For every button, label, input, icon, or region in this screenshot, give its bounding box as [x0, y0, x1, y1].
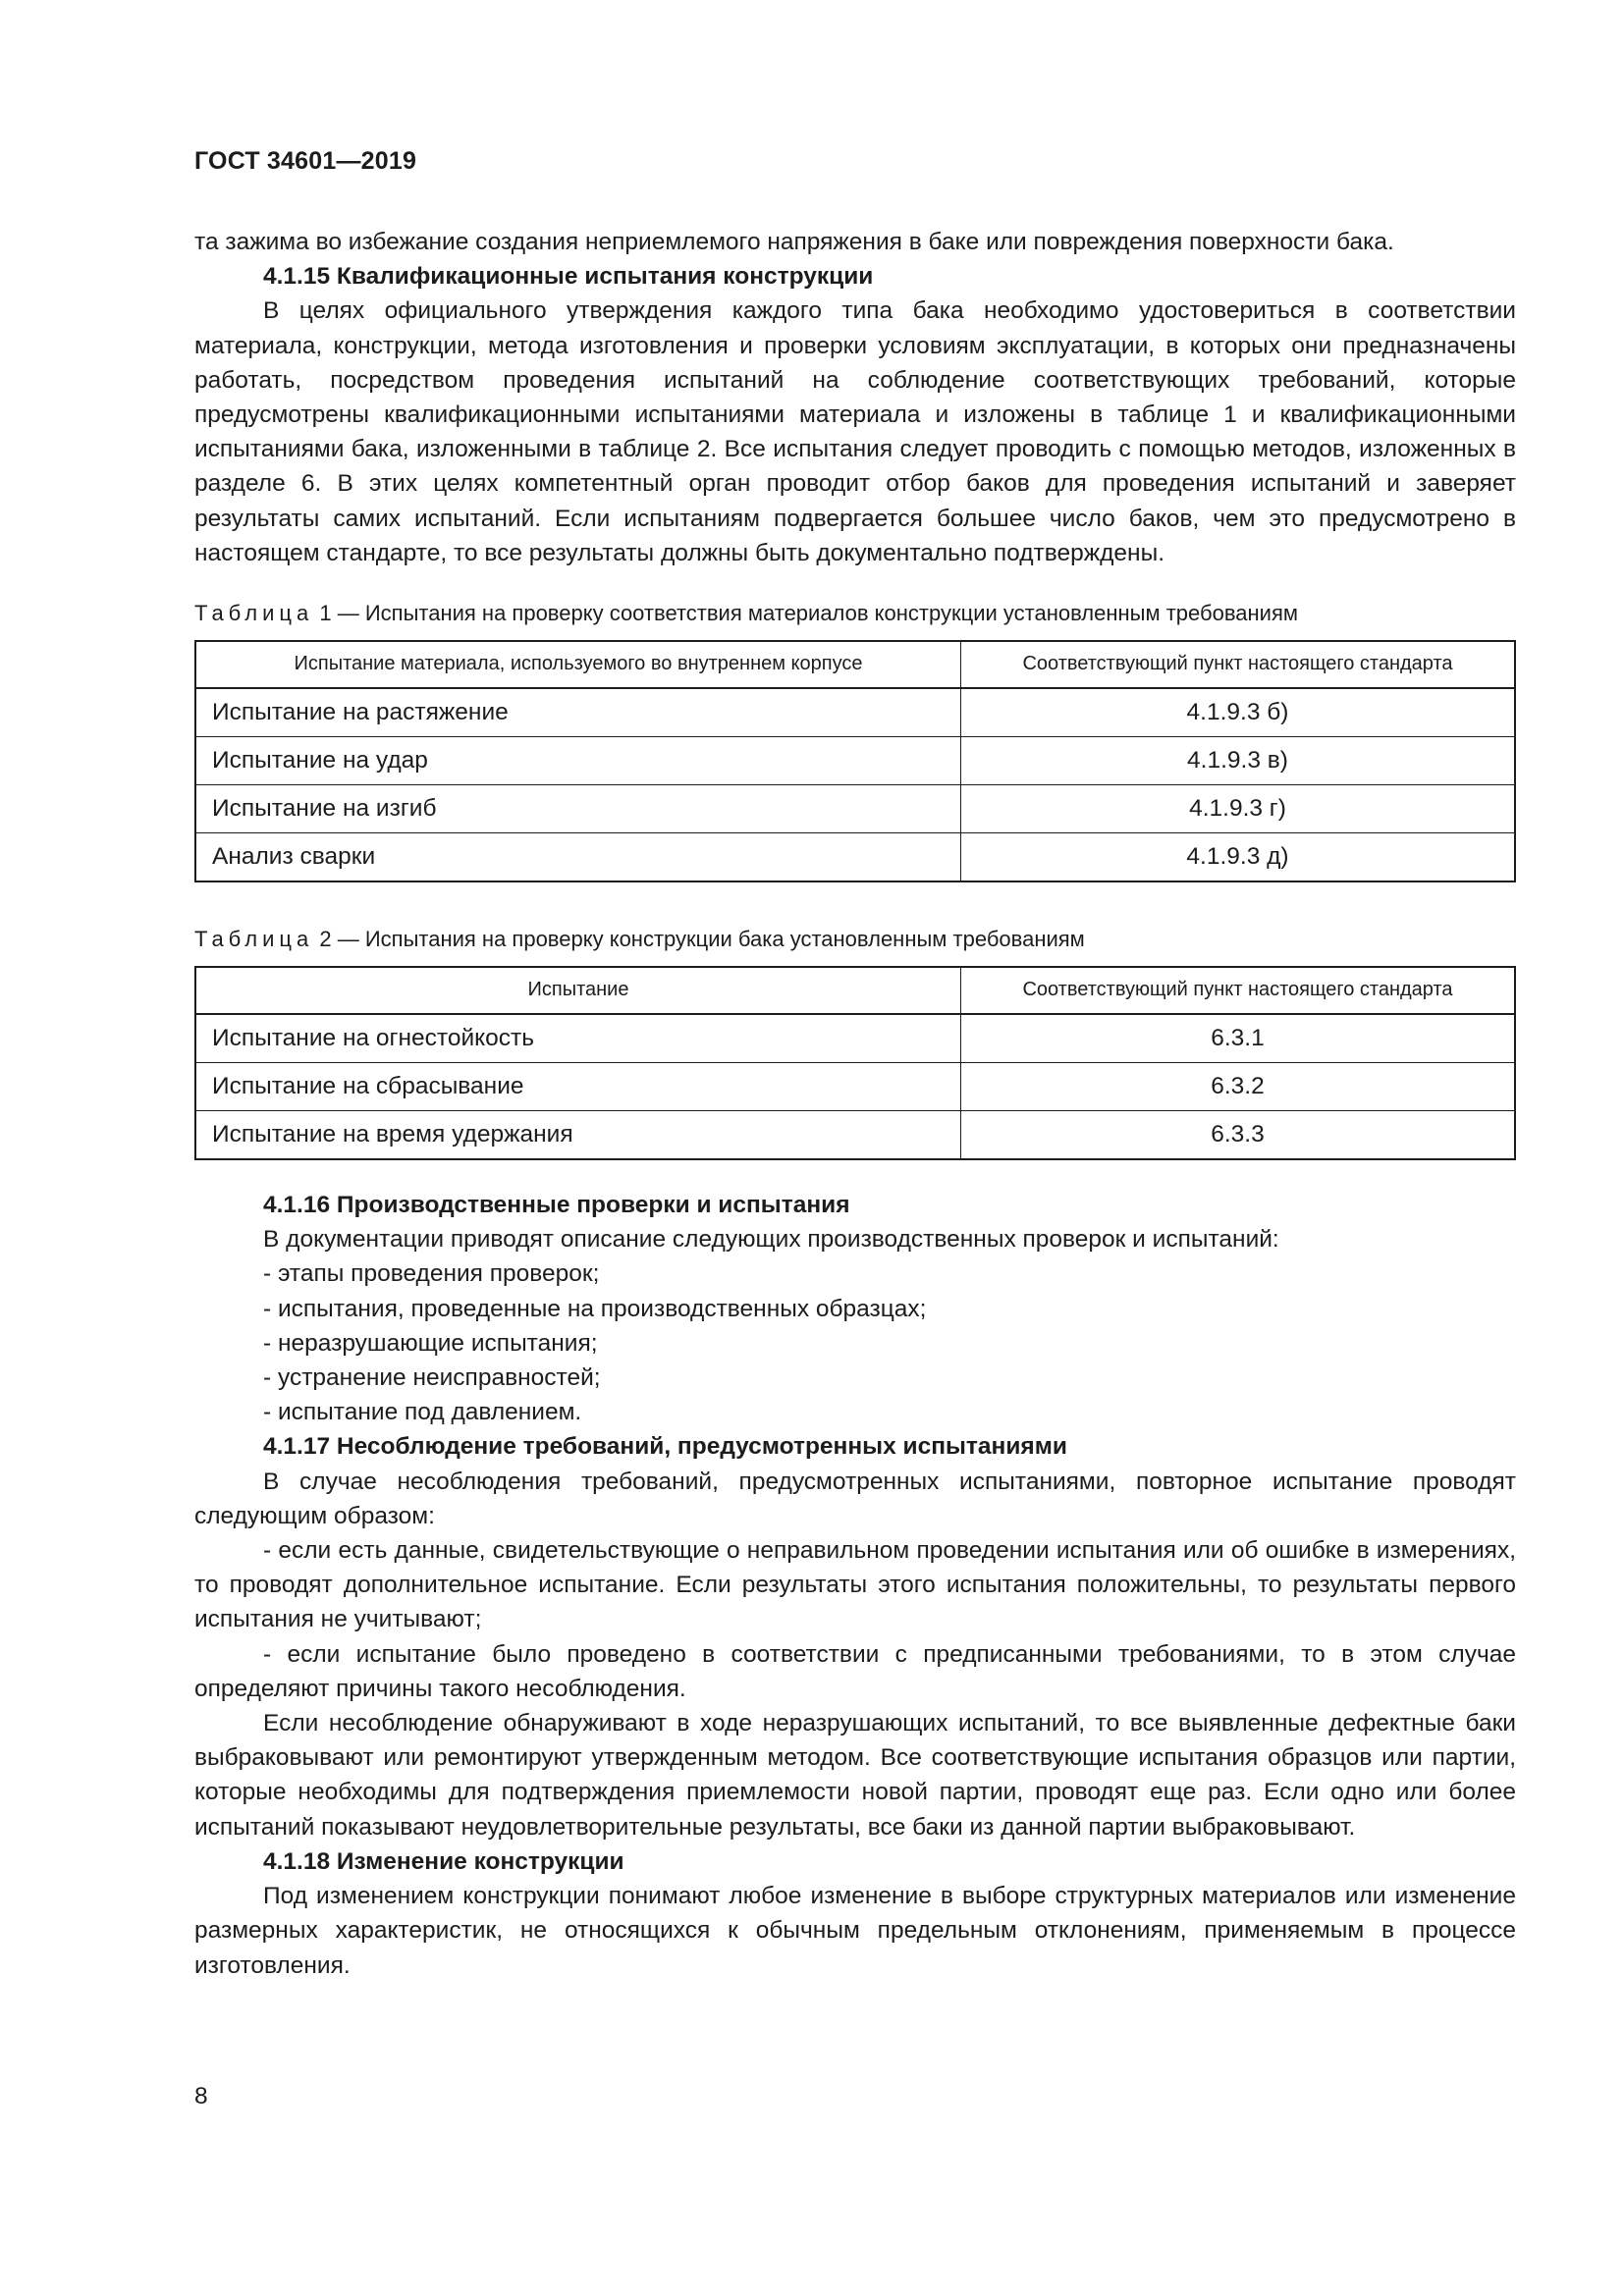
- list-item: - неразрушающие испытания;: [263, 1329, 598, 1357]
- list-item: - если испытание было проведено в соответствии с предписанными требованиями, то в этом случае определяют причины такого несоблюдения.: [194, 1640, 1516, 1702]
- table-row: [195, 737, 1515, 785]
- list-item: - испытание под давлением.: [263, 1399, 582, 1426]
- paragraph-continuation: та зажима во избежание создания неприемлемого напряжения в баке или повреждения поверхности бака.: [194, 229, 1394, 255]
- table2-caption-text: 2 — Испытания на проверку конструкции бака установленным требованиям: [319, 927, 1085, 952]
- table-row: [195, 1014, 1515, 1063]
- table2-header-clause: Соответствующий пункт настоящего стандарта: [961, 967, 1516, 1014]
- paragraph-4-1-18: Под изменением конструкции понимают любое изменение в выборе структурных материалов или изменение размерных характеристик, не относящихся к обычным предельным отклонениям, применяемым в процессе изготовления.: [194, 1883, 1516, 1979]
- table1: [194, 640, 1516, 882]
- table1-caption-text: 1 — Испытания на проверку соответствия материалов конструкции установленным требованиям: [319, 601, 1299, 626]
- list-item: - устранение неисправностей;: [263, 1364, 601, 1392]
- standard-code-header: ГОСТ 34601—2019: [194, 147, 417, 175]
- table1-test-name: Испытание на растяжение: [195, 688, 961, 737]
- section-heading-4-1-18: 4.1.18 Изменение конструкции: [263, 1847, 624, 1875]
- page-content: [194, 225, 1516, 1983]
- paragraph-4-1-17-intro: В случае несоблюдения требований, предусмотренных испытаниями, повторное испытание проводят следующим образом:: [194, 1468, 1516, 1529]
- page-number: 8: [194, 2083, 208, 2109]
- table2-label: Таблица: [194, 927, 314, 952]
- paragraph-4-1-16-intro: В документации приводят описание следующих производственных проверок и испытаний:: [263, 1226, 1279, 1254]
- table1-clause-ref: 4.1.9.3 д): [961, 833, 1516, 882]
- table2-test-name: Испытание на время удержания: [195, 1111, 961, 1160]
- table2: [194, 966, 1516, 1160]
- table-row: [195, 688, 1515, 737]
- paragraph-4-1-15: В целях официального утверждения каждого типа бака необходимо удостовериться в соответствии материала, конструкции, метода изготовления и проверки условиям эксплуатации, в которых они предназначены работать, посредством проведения испытаний на соблюдение соответствующих требований, которые предусмотрены квалификационными испытаниями материала и изложены в таблице 1 и квалификационными испытаниями бака, изложенными в таблице 2. Все испытания следует проводить с помощью методов, изложенных в разделе 6. В этих целях компетентный орган проводит отбор баков для проведения испытаний и заверяет результаты самих испытаний. Если испытаниям подвергается большее число баков, чем это предусмотрено в настоящем стандарте, то все результаты должны быть документально подтверждены.: [194, 297, 1516, 566]
- section-heading-4-1-17: 4.1.17 Несоблюдение требований, предусмотренных испытаниями: [263, 1433, 1067, 1461]
- table2-test-name: Испытание на сбрасывание: [195, 1063, 961, 1111]
- table2-clause-ref: 6.3.1: [961, 1014, 1516, 1063]
- table2-clause-ref: 6.3.3: [961, 1111, 1516, 1160]
- table2-header-row: [195, 967, 1515, 1014]
- list-item: - если есть данные, свидетельствующие о неправильном проведении испытания или об ошибке в измерениях, то проводят дополнительное испытание. Если результаты этого испытания положительны, то результаты первого испытания не учитывают;: [194, 1537, 1516, 1633]
- paragraph-4-1-17-text: Если несоблюдение обнаруживают в ходе неразрушающих испытаний, то все выявленные дефектные баки выбраковывают или ремонтируют утвержденным методом. Все соответствующие испытания образцов или партии, которые необходимы для подтверждения приемлемости новой партии, проводят еще раз. Если одно или более испытаний показывают неудовлетворительные результаты, все баки из данной партии выбраковывают.: [194, 1710, 1516, 1841]
- table-row: [195, 833, 1515, 882]
- table1-caption: [194, 599, 1516, 628]
- table1-clause-ref: 4.1.9.3 б): [961, 688, 1516, 737]
- table1-test-name: Испытание на удар: [195, 737, 961, 785]
- table1-clause-ref: 4.1.9.3 в): [961, 737, 1516, 785]
- table1-test-name: Испытание на изгиб: [195, 785, 961, 833]
- table1-test-name: Анализ сварки: [195, 833, 961, 882]
- table1-header-row: [195, 641, 1515, 688]
- table1-header-material-test: Испытание материала, используемого во внутреннем корпусе: [195, 641, 961, 688]
- section-heading-4-1-15: 4.1.15 Квалификационные испытания конструкции: [263, 263, 874, 291]
- list-item: - этапы проведения проверок;: [263, 1260, 600, 1288]
- section-heading-4-1-16: 4.1.16 Производственные проверки и испытания: [263, 1192, 850, 1219]
- table-row: [195, 785, 1515, 833]
- table1-clause-ref: 4.1.9.3 г): [961, 785, 1516, 833]
- table1-header-clause: Соответствующий пункт настоящего стандарта: [961, 641, 1516, 688]
- table-row: [195, 1111, 1515, 1160]
- list-item: - испытания, проведенные на производственных образцах;: [263, 1295, 927, 1322]
- table2-caption: [194, 925, 1516, 954]
- table2-test-name: Испытание на огнестойкость: [195, 1014, 961, 1063]
- table2-header-test: Испытание: [195, 967, 961, 1014]
- table1-label: Таблица: [194, 601, 314, 626]
- table-row: [195, 1063, 1515, 1111]
- table2-clause-ref: 6.3.2: [961, 1063, 1516, 1111]
